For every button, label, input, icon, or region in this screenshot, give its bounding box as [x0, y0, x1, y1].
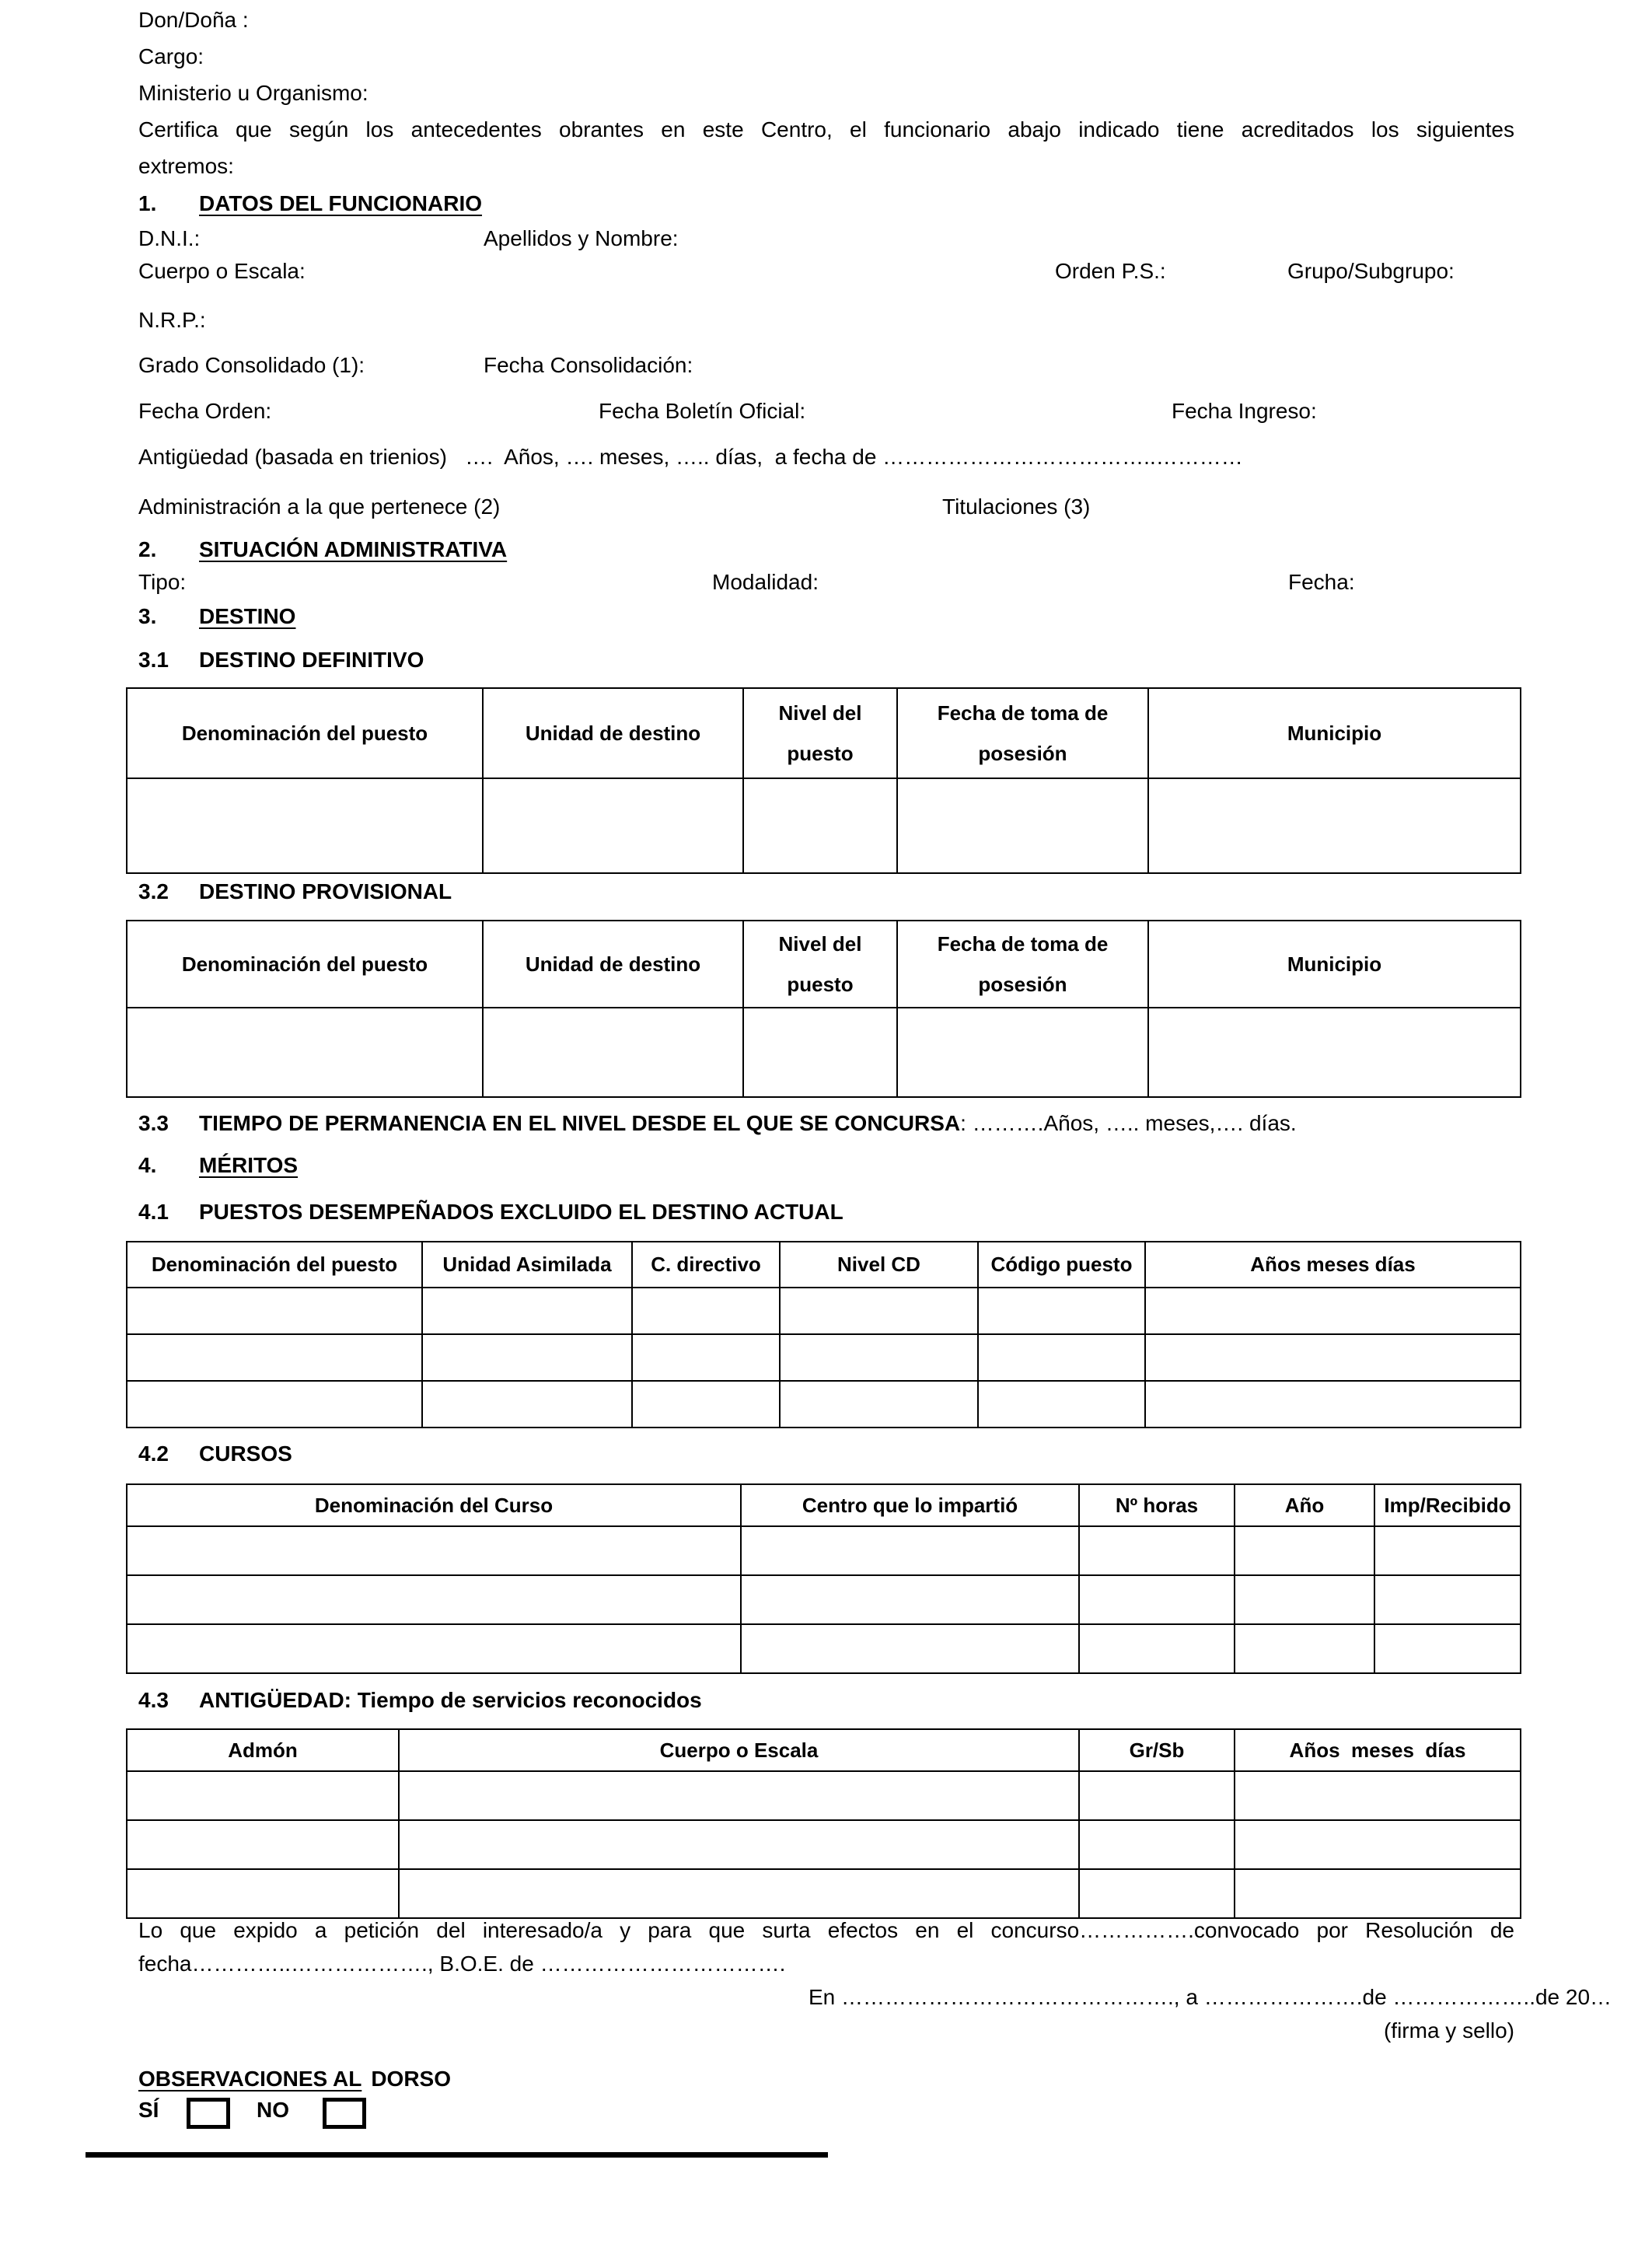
firma-sello-line [138, 2018, 1514, 2051]
puestos-empty-row [127, 1381, 1521, 1428]
empty-cell [127, 1008, 483, 1097]
header-unidad-asimilada: Unidad Asimilada [422, 1242, 632, 1288]
header-admon: Admón [127, 1729, 399, 1771]
empty-cell [127, 1288, 422, 1334]
header-denominacion-puesto: Denominación del puesto [127, 1242, 422, 1288]
fecha-boletin-label: Fecha Boletín Oficial: [599, 399, 806, 423]
empty-cell [422, 1288, 632, 1334]
empty-cell [1079, 1869, 1235, 1918]
fecha-consolidacion-label: Fecha Consolidación: [484, 353, 693, 377]
empty-cell [1374, 1624, 1521, 1673]
antiguedad-header-row [127, 1729, 1521, 1771]
grado-consolidado-label: Grado Consolidado (1): [138, 353, 365, 377]
grado-line [138, 353, 1514, 386]
empty-cell [127, 1624, 741, 1673]
antiguedad-empty-row [127, 1869, 1521, 1918]
administracion-label: Administración a la que pertenece (2) [138, 494, 501, 519]
section41-number: 4.1 [138, 1200, 169, 1224]
empty-cell [743, 778, 897, 873]
section41-heading [138, 1200, 1514, 1232]
section32-number: 3.2 [138, 879, 169, 903]
section33-number: 3.3 [138, 1111, 169, 1135]
tipo-label: Tipo: [138, 570, 187, 594]
header-municipio: Municipio [1148, 921, 1521, 1008]
empty-cell [483, 778, 743, 873]
header-cuerpo-escala: Cuerpo o Escala [399, 1729, 1079, 1771]
ministerio-label: Ministerio u Organismo: [138, 81, 368, 105]
header-denominacion-puesto: Denominación del puesto [127, 688, 483, 778]
header-nivel-cd: Nivel CD [780, 1242, 978, 1288]
empty-cell [127, 778, 483, 873]
section3-title: DESTINO [199, 604, 296, 628]
empty-cell [483, 1008, 743, 1097]
header-ano: Año [1235, 1484, 1374, 1526]
antiguedad-empty-row [127, 1820, 1521, 1869]
empty-cell [422, 1334, 632, 1381]
header-unidad-destino: Unidad de destino [483, 921, 743, 1008]
dni-line [138, 226, 1514, 259]
section2-heading [138, 537, 1514, 570]
certifica-paragraph-line1: Certifica que según los antecedentes obrantes en este Centro, el funcionario abajo indicado tiene acreditados los siguientes [138, 117, 1514, 142]
section4-title: MÉRITOS [199, 1153, 299, 1177]
section4-number: 4. [138, 1153, 157, 1177]
fecha-orden-label: Fecha Orden: [138, 399, 272, 423]
expido-paragraph-line1: Lo que expido a petición del interesado/a y para que surta efectos en el concurso…………….convocado por Resolución de [138, 1918, 1514, 1942]
header-imp-recibido: Imp/Recibido [1374, 1484, 1521, 1526]
lugar-fecha-dotted: En ………………………………………., a ………………….de ………………..de 20… [809, 1985, 1612, 2009]
header-anos-meses-dias: Años meses días [1145, 1242, 1521, 1288]
header-nivel-puesto: Nivel del puesto [743, 688, 897, 778]
empty-cell [399, 1869, 1079, 1918]
si-label: SÍ [138, 2098, 159, 2122]
expido-paragraph-line2: fecha…………..………………., B.O.E. de ……………………………. [138, 1952, 786, 1976]
empty-cell [1374, 1526, 1521, 1575]
empty-cell [897, 778, 1148, 873]
no-checkbox[interactable] [323, 2098, 366, 2129]
empty-cell [978, 1334, 1145, 1381]
empty-cell [741, 1526, 1079, 1575]
no-label: NO [257, 2098, 289, 2122]
section42-title: CURSOS [199, 1442, 292, 1466]
modalidad-label: Modalidad: [712, 570, 819, 594]
apellidos-nombre-label: Apellidos y Nombre: [484, 226, 679, 250]
section43-number: 4.3 [138, 1688, 169, 1712]
puestos-empty-row [127, 1288, 1521, 1334]
cursos-empty-row [127, 1575, 1521, 1624]
si-no-line [138, 2098, 1514, 2130]
section43-heading [138, 1688, 1514, 1721]
administracion-line [138, 494, 1514, 527]
destino-definitivo-table [126, 687, 1521, 874]
section2-title: SITUACIÓN ADMINISTRATIVA [199, 537, 508, 561]
empty-cell [632, 1381, 780, 1428]
antiguedad-line: Antigüedad (basada en trienios) …. Años, …. meses, ….. días, a fecha de ………………………………..………… [138, 445, 1243, 469]
grupo-subgrupo-label: Grupo/Subgrupo: [1287, 259, 1455, 283]
empty-cell [1235, 1869, 1521, 1918]
section31-number: 3.1 [138, 648, 169, 672]
header-anos-meses-dias: Años meses días [1235, 1729, 1521, 1771]
empty-cell [1079, 1624, 1235, 1673]
firma-sello-label: (firma y sello) [1383, 2018, 1514, 2043]
certifica-paragraph-line2: extremos: [138, 154, 234, 178]
empty-cell [1374, 1575, 1521, 1624]
empty-cell [780, 1381, 978, 1428]
empty-cell [127, 1334, 422, 1381]
section3-heading [138, 604, 1514, 637]
empty-cell [422, 1381, 632, 1428]
empty-cell [1079, 1575, 1235, 1624]
fecha-label: Fecha: [1288, 570, 1355, 594]
section33-heading [138, 1111, 1514, 1144]
nrp-label: N.R.P.: [138, 308, 206, 332]
empty-cell [1079, 1820, 1235, 1869]
empty-cell [1145, 1381, 1521, 1428]
destino-definitivo-empty-row [127, 778, 1521, 873]
empty-cell [1235, 1575, 1374, 1624]
empty-cell [127, 1869, 399, 1918]
empty-cell [978, 1288, 1145, 1334]
empty-cell [1235, 1624, 1374, 1673]
empty-cell [1079, 1526, 1235, 1575]
empty-cell [1235, 1820, 1521, 1869]
don-dona-label: Don/Doña : [138, 8, 249, 32]
antiguedad-servicios-table [126, 1728, 1521, 1919]
empty-cell [1235, 1526, 1374, 1575]
header-centro-impartio: Centro que lo impartió [741, 1484, 1079, 1526]
section31-title: DESTINO DEFINITIVO [199, 648, 424, 672]
destino-provisional-table [126, 920, 1521, 1098]
empty-cell [399, 1771, 1079, 1820]
cursos-header-row [127, 1484, 1521, 1526]
cursos-table [126, 1483, 1521, 1674]
empty-cell [978, 1381, 1145, 1428]
empty-cell [743, 1008, 897, 1097]
orden-ps-label: Orden P.S.: [1055, 259, 1166, 283]
header-fecha-toma-posesion: Fecha de toma de posesión [897, 688, 1148, 778]
puestos-header-row [127, 1242, 1521, 1288]
empty-cell [127, 1526, 741, 1575]
empty-cell [127, 1575, 741, 1624]
empty-cell [127, 1381, 422, 1428]
empty-cell [741, 1624, 1079, 1673]
empty-cell [780, 1334, 978, 1381]
cuerpo-escala-label: Cuerpo o Escala: [138, 259, 306, 283]
section42-heading [138, 1442, 1514, 1474]
section41-title: PUESTOS DESEMPEÑADOS EXCLUIDO EL DESTINO ACTUAL [199, 1200, 843, 1224]
header-unidad-destino: Unidad de destino [483, 688, 743, 778]
section31-heading [138, 648, 1514, 680]
empty-cell [1145, 1334, 1521, 1381]
destino-definitivo-header-row [127, 688, 1521, 778]
section43-title: ANTIGÜEDAD: Tiempo de servicios reconocidos [199, 1688, 702, 1712]
header-fecha-toma-posesion: Fecha de toma de posesión [897, 921, 1148, 1008]
fechas-line [138, 399, 1514, 432]
destino-provisional-empty-row [127, 1008, 1521, 1097]
section1-heading [138, 191, 1514, 224]
section33-title: TIEMPO DE PERMANENCIA EN EL NIVEL DESDE EL QUE SE CONCURSA [199, 1111, 961, 1135]
bottom-scan-edge-line [86, 2152, 828, 2158]
empty-cell [1079, 1771, 1235, 1820]
section33-dotted-values: : ……….Años, ….. meses,…. días. [960, 1111, 1297, 1135]
header-c-directivo: C. directivo [632, 1242, 780, 1288]
fecha-ingreso-label: Fecha Ingreso: [1172, 399, 1317, 423]
puestos-empty-row [127, 1334, 1521, 1381]
section4-heading [138, 1153, 1514, 1186]
cuerpo-line [138, 259, 1514, 292]
empty-cell [399, 1820, 1079, 1869]
si-checkbox[interactable] [187, 2098, 230, 2129]
observaciones-underlined: OBSERVACIONES AL [138, 2067, 362, 2091]
header-denominacion-curso: Denominación del Curso [127, 1484, 741, 1526]
situacion-line [138, 570, 1514, 603]
cursos-empty-row [127, 1526, 1521, 1575]
header-denominacion-puesto: Denominación del puesto [127, 921, 483, 1008]
section1-title: DATOS DEL FUNCIONARIO [199, 191, 483, 215]
puestos-desempenados-table [126, 1241, 1521, 1428]
observaciones-heading [138, 2067, 1514, 2099]
titulaciones-label: Titulaciones (3) [942, 494, 1091, 519]
empty-cell [1148, 1008, 1521, 1097]
empty-cell [897, 1008, 1148, 1097]
empty-cell [632, 1288, 780, 1334]
section42-number: 4.2 [138, 1442, 169, 1466]
section32-heading [138, 879, 1514, 912]
section2-number: 2. [138, 537, 157, 561]
cargo-label: Cargo: [138, 44, 204, 68]
header-municipio: Municipio [1148, 688, 1521, 778]
empty-cell [127, 1771, 399, 1820]
lugar-fecha-line [138, 1985, 1612, 2018]
empty-cell [1235, 1771, 1521, 1820]
cursos-empty-row [127, 1624, 1521, 1673]
header-nivel-puesto: Nivel del puesto [743, 921, 897, 1008]
observaciones-dorso: DORSO [371, 2067, 451, 2091]
destino-provisional-header-row [127, 921, 1521, 1008]
empty-cell [127, 1820, 399, 1869]
empty-cell [1148, 778, 1521, 873]
section1-number: 1. [138, 191, 157, 215]
dni-label: D.N.I.: [138, 226, 201, 250]
empty-cell [632, 1334, 780, 1381]
section3-number: 3. [138, 604, 157, 628]
header-gr-sb: Gr/Sb [1079, 1729, 1235, 1771]
empty-cell [780, 1288, 978, 1334]
empty-cell [741, 1575, 1079, 1624]
antiguedad-empty-row [127, 1771, 1521, 1820]
header-num-horas: Nº horas [1079, 1484, 1235, 1526]
empty-cell [1145, 1288, 1521, 1334]
header-codigo-puesto: Código puesto [978, 1242, 1145, 1288]
section32-title: DESTINO PROVISIONAL [199, 879, 452, 903]
